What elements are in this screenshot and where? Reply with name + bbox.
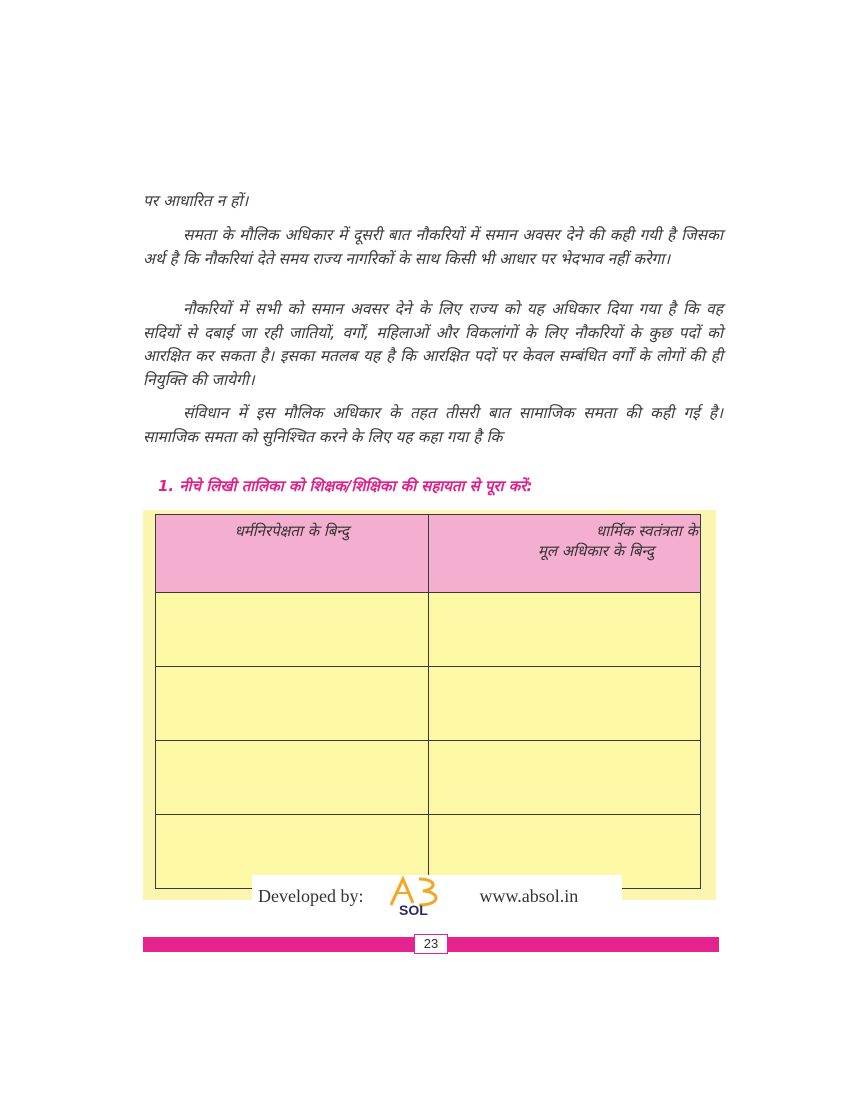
table-row	[156, 741, 701, 815]
header-religious-freedom-points	[428, 515, 701, 593]
answer-cell[interactable]	[156, 593, 429, 667]
header-secularism-points: धर्मनिरपेक्षता के बिन्दु	[156, 515, 429, 593]
worksheet-table	[155, 514, 701, 889]
svg-text:SOL: SOL	[399, 902, 429, 917]
header-line-1: धार्मिक स्वतंत्रता के	[596, 522, 698, 540]
paragraph-equal-opportunity: समता के मौलिक अधिकार में दूसरी बात नौकरियों में समान अवसर देने की कही गयी है जिसका अर्थ है कि नौकरियां देते समय राज्य नागरिकों के साथ किसी भी आधार पर भेदभाव नहीं करेगा।	[143, 226, 723, 268]
table-row	[156, 667, 701, 741]
exercise-heading: 1. नीचे लिखी तालिका को शिक्षक/शिक्षिका की सहायता से पूरा करें:	[158, 477, 533, 495]
answer-cell[interactable]	[156, 741, 429, 815]
answer-cell[interactable]	[428, 741, 701, 815]
table-row	[156, 593, 701, 667]
answer-cell[interactable]	[156, 667, 429, 741]
paragraph-social-equality: संविधान में इस मौलिक अधिकार के तहत तीसरी बात सामाजिक समता की कही गई है। सामाजिक समता को सुनिश्चित करने के लिए यह कहा गया है कि	[143, 404, 723, 446]
header-line-2: मूल अधिकार के बिन्दु	[537, 542, 654, 560]
website-link[interactable]: www.absol.in	[479, 885, 579, 906]
absol-logo-icon	[385, 875, 457, 917]
developer-banner	[252, 875, 622, 917]
answer-cell[interactable]	[428, 667, 701, 741]
table-header-row	[156, 515, 701, 593]
paragraph-continuation: पर आधारित न हों।	[143, 192, 249, 210]
developed-by-label: Developed by:	[258, 885, 364, 906]
page-number: 23	[414, 934, 448, 954]
paragraph-reservation: नौकरियों में सभी को समान अवसर देने के लिए राज्य को यह अधिकार दिया गया है कि वह सदियों से दबाई जा रही जातियों, वर्गों, महिलाओं और विकलांगों के लिए नौकरियों के कुछ पदों को आरक्षित कर सकता है। इसका मतलब यह है कि आरक्षित पदों पर केवल सम्बंधित वर्गों के लोगों की ही नियुक्ति की जायेगी।	[143, 300, 723, 389]
answer-cell[interactable]	[428, 593, 701, 667]
